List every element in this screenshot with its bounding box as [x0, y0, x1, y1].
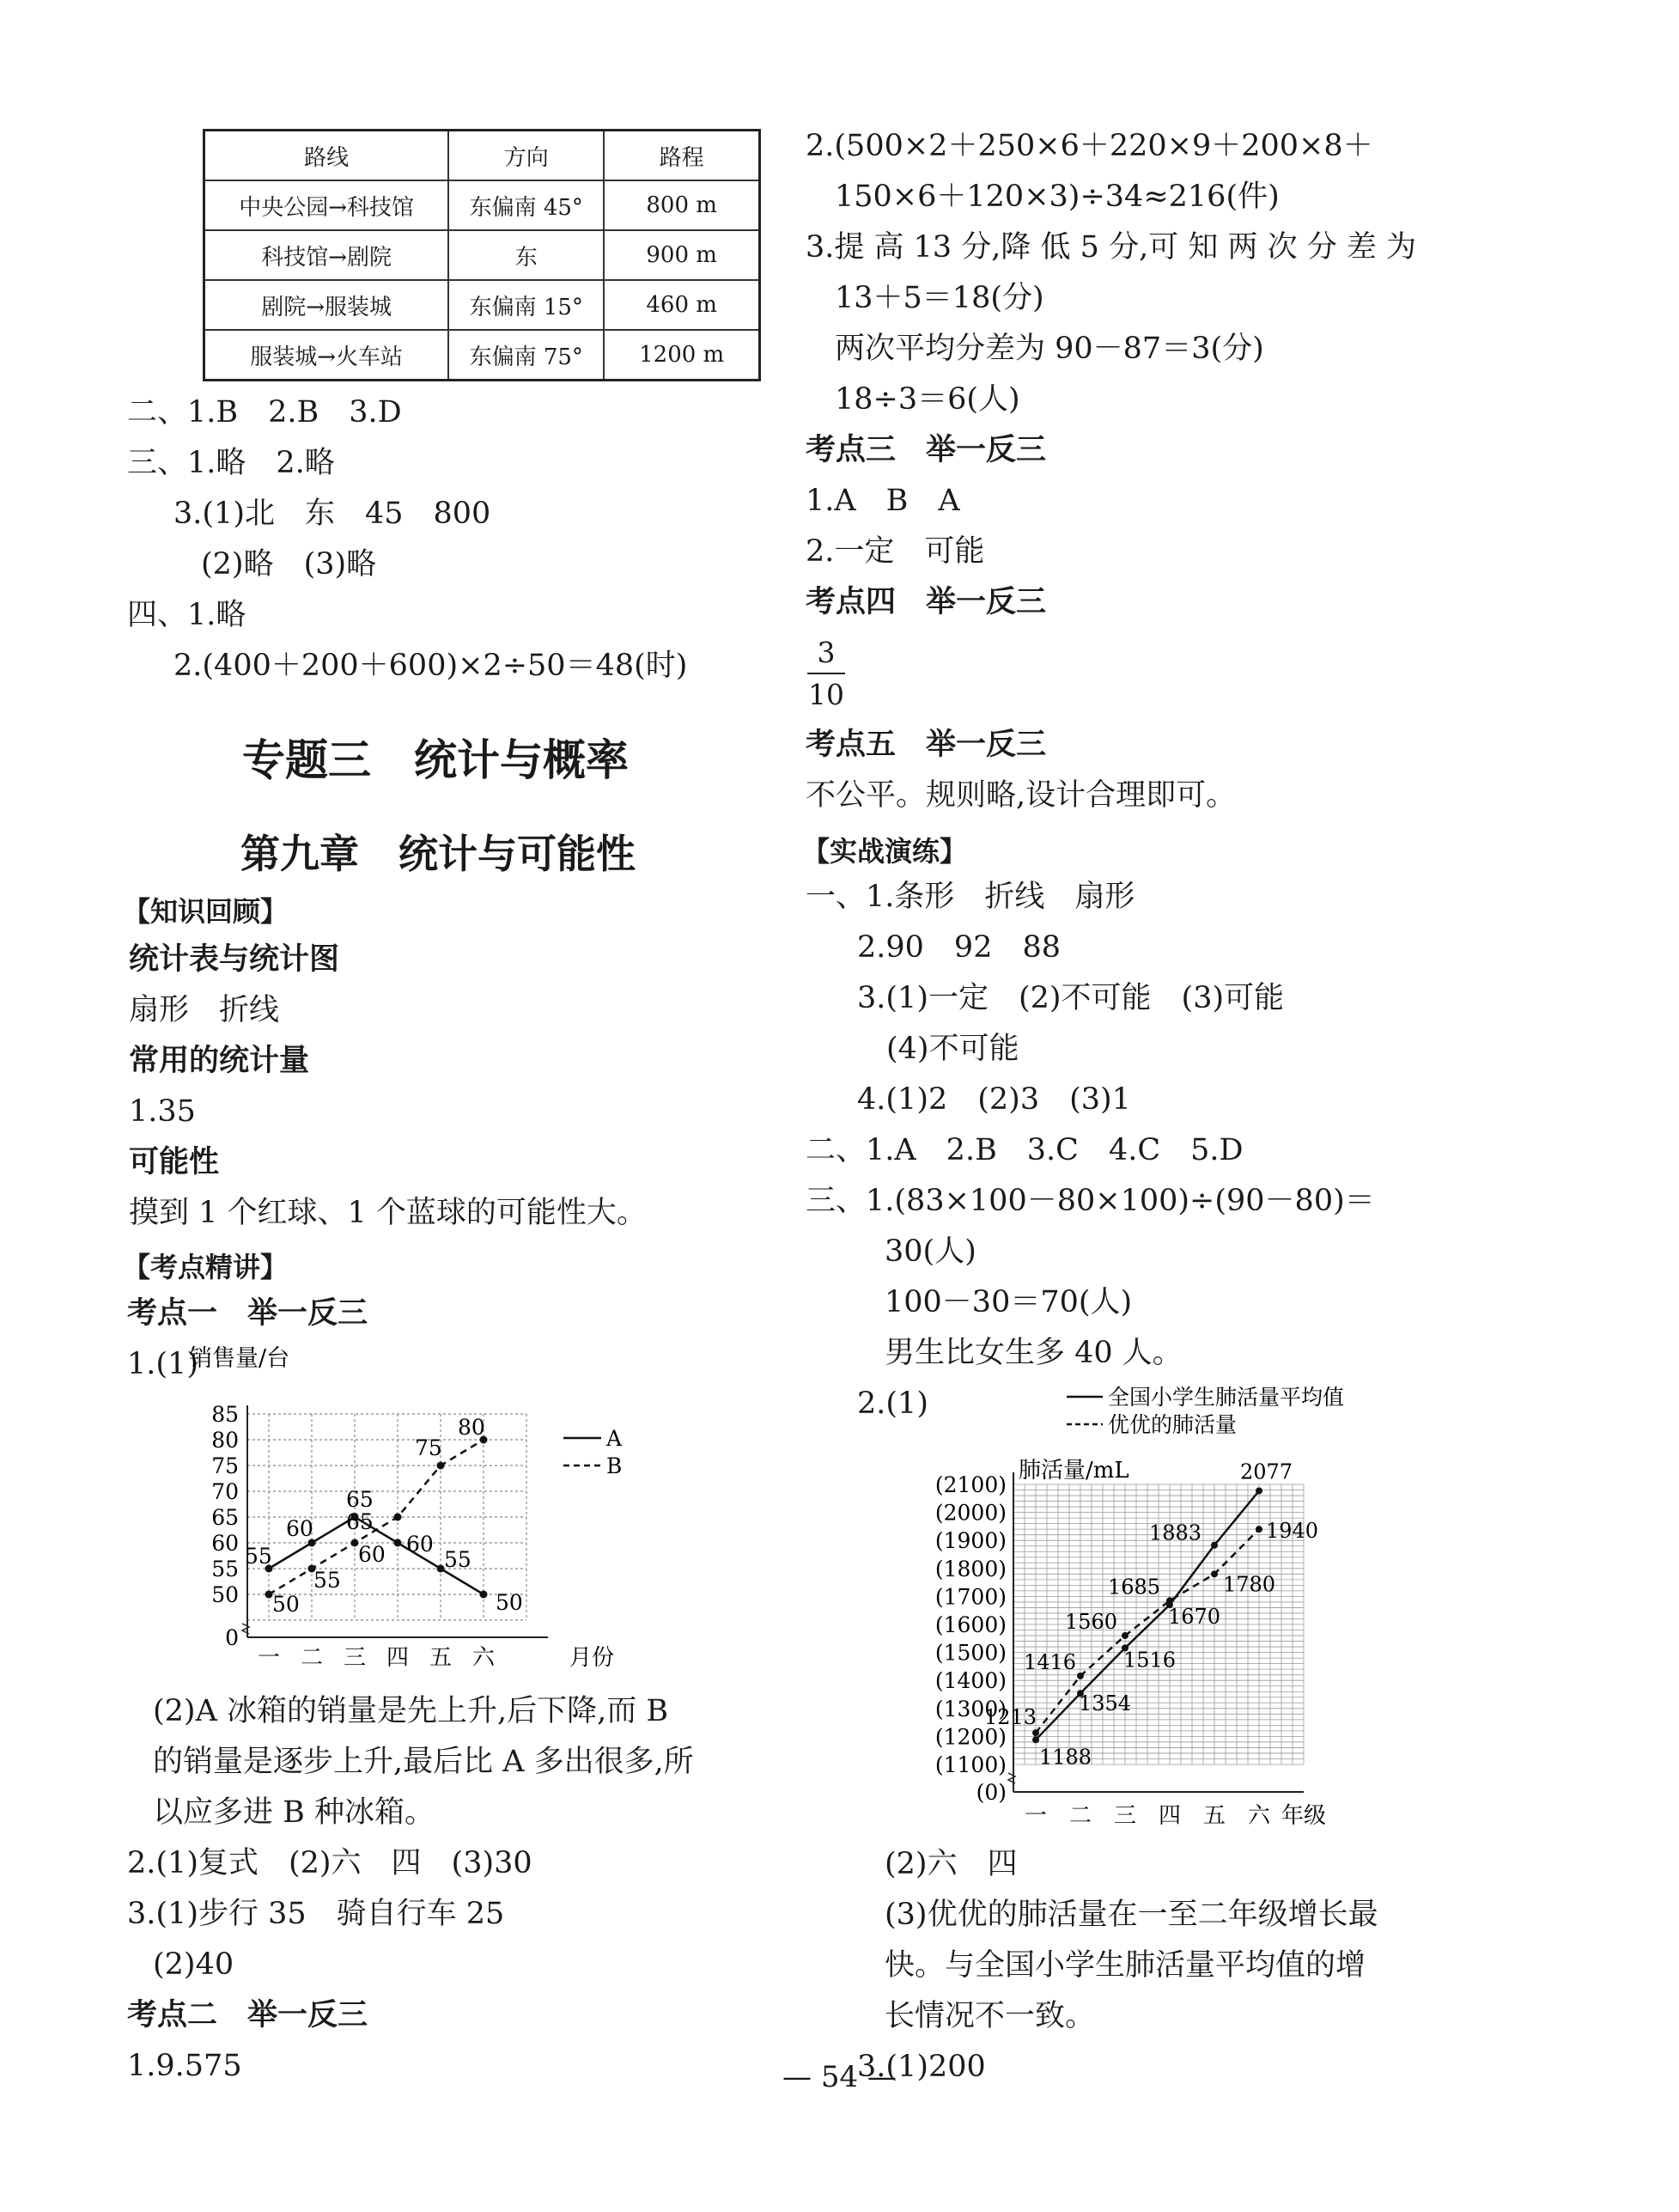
answer-line: 二、1.A 2.B 3.C 4.C 5.D	[806, 1133, 1244, 1167]
y-axis-label: 销售量/台	[189, 1345, 290, 1372]
answer-line: 4.(1)2 (2)3 (3)1	[857, 1082, 1131, 1117]
data-label: 60	[286, 1516, 313, 1541]
answer-line: 二、1.B 2.B 3.D	[127, 395, 402, 430]
fraction-answer	[807, 636, 845, 711]
y-tick-label: (0)	[976, 1780, 1007, 1805]
answer-line: (4)不可能	[886, 1032, 1019, 1066]
data-label: 80	[458, 1415, 485, 1440]
answer-line: (2)六 四	[885, 1847, 1018, 1881]
table-row	[204, 280, 760, 330]
x-tick-label: 二	[300, 1645, 324, 1671]
legend-label: 优优的肺活量	[1108, 1412, 1238, 1437]
data-label: 1560	[1065, 1610, 1118, 1635]
table-cell: 剧院→服装城	[204, 280, 449, 330]
topic-title: 专题三 统计与概率	[242, 735, 629, 785]
review-line: 统计表与统计图	[129, 942, 340, 977]
data-label: 1213	[984, 1705, 1037, 1730]
legend-label: A	[606, 1426, 623, 1451]
answer-line: 2.90 92 88	[857, 930, 1062, 965]
table-cell: 方向	[448, 131, 604, 181]
y-tick-label: 70	[211, 1479, 239, 1504]
data-label: 50	[272, 1592, 300, 1617]
answer-line: (2)40	[153, 1947, 234, 1982]
sales-line-chart	[187, 1345, 651, 1680]
table-cell: 1200 m	[604, 330, 759, 381]
answer-line: 18÷3＝6(人)	[835, 382, 1020, 417]
table-cell: 东	[448, 230, 604, 280]
y-tick-label: 0	[225, 1625, 239, 1650]
review-line: 可能性	[129, 1145, 220, 1179]
answer-line: 的销量是逐步上升,最后比 A 多出很多,所	[153, 1745, 694, 1779]
question-label: 2.(1)	[857, 1386, 928, 1421]
data-label: 1516	[1123, 1648, 1177, 1673]
x-tick-label: 六	[471, 1645, 496, 1671]
question-label: 1.(1)	[127, 1347, 198, 1381]
answer-line: 快。与全国小学生肺活量平均值的增	[885, 1948, 1366, 1983]
data-point	[1166, 1597, 1173, 1604]
table-cell: 服装城→火车站	[204, 330, 449, 381]
y-axis-label: 肺活量/mL	[1019, 1458, 1129, 1484]
data-label: 60	[358, 1542, 386, 1567]
review-line: 常用的统计量	[129, 1044, 310, 1078]
review-line: 扇形 折线	[129, 993, 280, 1027]
answer-line: 一、1.条形 折线 扇形	[806, 880, 1135, 914]
data-point	[1256, 1487, 1262, 1494]
y-tick-label: (1100)	[934, 1752, 1007, 1777]
y-tick-label: 65	[211, 1505, 239, 1530]
y-tick-label: (1300)	[934, 1696, 1007, 1721]
answer-line: (2)A 冰箱的销量是先上升,后下降,而 B	[153, 1694, 669, 1728]
y-tick-label: (2100)	[934, 1472, 1007, 1497]
section-heading: 【知识回顾】	[123, 895, 289, 928]
lung-capacity-chart	[919, 1378, 1469, 1842]
table-cell: 800 m	[604, 180, 759, 230]
answer-line: 3.(1)200	[857, 2050, 986, 2084]
answer-line: 1.9.575	[127, 2049, 242, 2083]
y-tick-label: (1700)	[934, 1584, 1007, 1610]
y-tick-label: (1900)	[934, 1528, 1007, 1554]
section-heading: 【考点精讲】	[123, 1251, 289, 1283]
x-tick-label: 三	[343, 1645, 367, 1671]
table-cell: 路线	[204, 131, 449, 181]
data-point	[1211, 1570, 1218, 1577]
answer-line: (2)略 (3)略	[201, 547, 377, 582]
data-point	[1032, 1729, 1039, 1736]
table-cell: 东偏南 75°	[448, 330, 604, 381]
data-label: 65	[346, 1487, 374, 1512]
answer-line: 2.(400＋200＋600)×2÷50＝48(时)	[173, 649, 688, 683]
answer-line: 2.(1)复式 (2)六 四 (3)30	[127, 1846, 532, 1880]
section-heading: 【实战演练】	[802, 835, 968, 868]
data-label: 1670	[1168, 1605, 1221, 1630]
answer-line: 三、1.略 2.略	[127, 446, 335, 480]
table-cell: 路程	[604, 131, 759, 181]
data-label: 1883	[1149, 1520, 1202, 1545]
data-point	[394, 1514, 402, 1521]
y-tick-label: 50	[211, 1582, 239, 1607]
data-label: 1416	[1024, 1649, 1077, 1674]
answer-line: 3.(1)步行 35 骑自行车 25	[127, 1897, 505, 1931]
review-line: 1.35	[129, 1094, 196, 1129]
answer-line: 13＋5＝18(分)	[835, 281, 1044, 315]
y-tick-label: 80	[211, 1428, 239, 1453]
fraction-denominator: 10	[808, 678, 844, 711]
answer-line: 3.提 高 13 分,降 低 5 分,可 知 两 次 分 差 为	[806, 230, 1416, 265]
fraction-numerator: 3	[817, 636, 836, 669]
data-label: 55	[245, 1544, 272, 1569]
answer-line: 30(人)	[885, 1234, 976, 1269]
x-tick-label: 五	[1202, 1803, 1226, 1829]
data-label: 75	[415, 1435, 442, 1460]
answer-line: 3.(1)一定 (2)不可能 (3)可能	[857, 981, 1285, 1015]
data-label: 1940	[1266, 1519, 1319, 1544]
data-point	[1077, 1673, 1084, 1679]
answer-line: 150×6＋120×3)÷34≈216(件)	[835, 180, 1280, 214]
answer-line: 以应多进 B 种冰箱。	[153, 1795, 435, 1830]
table-cell: 东偏南 45°	[448, 180, 604, 230]
answer-line: 四、1.略	[127, 598, 246, 632]
data-point	[437, 1462, 445, 1470]
answer-line: 三、1.(83×100－80×100)÷(90－80)＝	[806, 1184, 1375, 1218]
key-point-heading: 考点二 举一反三	[127, 1998, 368, 2032]
data-label: 55	[444, 1547, 471, 1572]
legend-label: B	[606, 1453, 623, 1478]
table-row	[204, 230, 760, 280]
table-cell: 东偏南 15°	[448, 280, 604, 330]
y-tick-label: (1400)	[934, 1668, 1007, 1694]
key-point-heading: 考点四 举一反三	[806, 585, 1047, 619]
x-tick-label: 一	[257, 1645, 281, 1671]
y-tick-label: 85	[211, 1402, 239, 1427]
answer-line: 2.一定 可能	[806, 534, 985, 569]
answer-line: 2.(500×2＋250×6＋220×9＋200×8＋	[806, 129, 1373, 163]
data-point	[1032, 1736, 1039, 1743]
data-label: 50	[496, 1590, 523, 1615]
y-tick-label: 60	[211, 1531, 239, 1556]
table-row	[204, 180, 760, 230]
answer-line: 不公平。规则略,设计合理即可。	[806, 778, 1237, 813]
review-line: 摸到 1 个红球、1 个蓝球的可能性大。	[129, 1196, 647, 1230]
x-tick-label: 四	[1158, 1803, 1182, 1829]
table-cell: 460 m	[604, 280, 759, 330]
y-tick-label: 55	[211, 1557, 239, 1581]
x-axis-label: 月份	[569, 1645, 615, 1671]
data-label: 65	[346, 1509, 374, 1534]
data-label: 55	[313, 1568, 341, 1593]
table-cell: 科技馆→剧院	[204, 230, 449, 280]
table-header-row	[204, 131, 760, 181]
table-row	[204, 330, 760, 381]
data-point	[1122, 1632, 1128, 1639]
answer-line: 男生比女生多 40 人。	[885, 1336, 1183, 1370]
table-cell: 900 m	[604, 230, 759, 280]
answer-line: 3.(1)北 东 45 800	[173, 497, 491, 531]
table-cell: 中央公园→科技馆	[204, 180, 449, 230]
key-point-heading: 考点一 举一反三	[127, 1296, 368, 1331]
answer-line: 长情况不一致。	[885, 1999, 1096, 2033]
key-point-heading: 考点五 举一反三	[806, 728, 1047, 762]
chapter-title: 第九章 统计与可能性	[240, 831, 636, 877]
y-tick-label: (1800)	[934, 1556, 1007, 1581]
data-label: 1685	[1108, 1575, 1161, 1600]
data-label: 2077	[1240, 1459, 1293, 1484]
x-tick-label: 五	[429, 1645, 453, 1671]
key-point-heading: 考点三 举一反三	[806, 433, 1047, 467]
y-tick-label: (1500)	[934, 1640, 1007, 1666]
route-table	[203, 129, 761, 381]
x-tick-label: 三	[1113, 1803, 1137, 1829]
data-label: 60	[406, 1532, 434, 1557]
legend-label: 全国小学生肺活量平均值	[1108, 1385, 1345, 1410]
y-tick-label: (1600)	[934, 1612, 1007, 1637]
y-tick-label: 75	[211, 1453, 239, 1478]
y-tick-label: (2000)	[934, 1500, 1007, 1526]
x-tick-label: 四	[386, 1645, 410, 1671]
y-tick-label: (1200)	[934, 1724, 1007, 1750]
data-point	[394, 1539, 402, 1547]
data-label: 1354	[1079, 1691, 1132, 1716]
page-number: — 54 —	[782, 2060, 897, 2094]
data-point	[1211, 1542, 1218, 1549]
data-label: 1780	[1223, 1572, 1276, 1597]
x-axis-label: 年级	[1281, 1803, 1327, 1829]
data-point	[1256, 1526, 1262, 1533]
data-point	[480, 1591, 488, 1599]
answer-line: 两次平均分差为 90－87＝3(分)	[835, 332, 1264, 366]
answer-line: 1.A B A	[806, 484, 960, 518]
x-tick-label: 一	[1024, 1803, 1048, 1829]
answer-line: 100－30＝70(人)	[885, 1285, 1133, 1319]
x-tick-label: 六	[1247, 1803, 1271, 1829]
data-label: 1188	[1039, 1745, 1092, 1770]
x-tick-label: 二	[1068, 1803, 1092, 1829]
answer-line: (3)优优的肺活量在一至二年级增长最	[885, 1898, 1378, 1932]
